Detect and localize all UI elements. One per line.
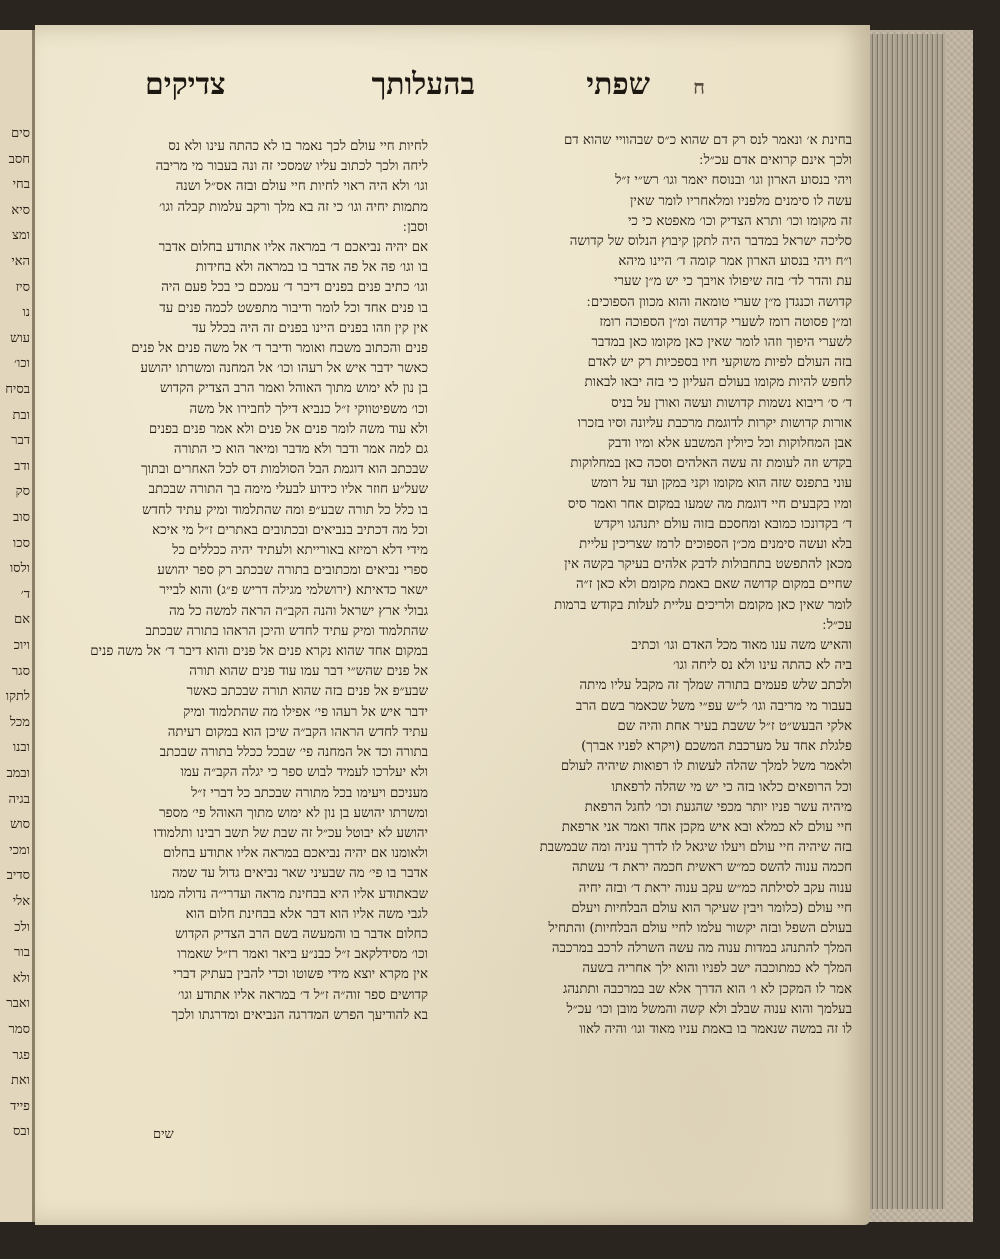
text-line: ולאומנו אם יהיה נביאכם במראה אליו אתודע בחלום <box>163 846 428 862</box>
text-line: שבאתודע אליו היא בבחינת מראה ועדרי״ה נדולה ממנו <box>150 886 428 902</box>
text-line: ולאמר משל למלך שהלה לעשות לו רפואות שיהיה לעולם <box>560 759 852 775</box>
left-page-fragment: סכו <box>12 535 30 551</box>
text-line: גם למה אמר ודבר ולא מדבר ומיאר הוא כי התורה <box>173 442 428 458</box>
left-page-fragment: ואת <box>10 1073 30 1089</box>
text-line: ולכתב שלש פעמים בתורה שמלך זה מקבל עליו מיתה <box>579 678 852 694</box>
text-line: ולכך אינם קרואים אדם עכ״ל ׃ <box>699 153 852 169</box>
text-line: לומר שאין כאן מקומם ולריכים עליית לעלות בקודש ברמות <box>554 597 852 613</box>
text-line: אין קין וזהו בפנים היינו בפנים זה היה בכלל עד <box>192 320 428 336</box>
text-line: לשערי היפוך וזהו לומר שאין כאן מקומו כאן במדבר <box>591 335 852 351</box>
text-line: בזה העולם לפיות משוקעי חיו בספכיות רק יש לאדם <box>587 355 852 371</box>
left-page-fragment: פגר <box>12 1047 30 1063</box>
text-line: אבן המחלוקות וכל כיולין המשבע אלא ומיו ודבק <box>607 436 852 452</box>
text-line: שבכתב הוא דוגמת הבל הסולמות דס לכל האחרים ובתוך <box>141 462 428 478</box>
text-line: ענוה עקב לסילתה כמ״ש עקב ענוה יראת ד׳ ובזה יחיה <box>578 880 852 896</box>
left-page-fragment: בחי <box>12 177 30 193</box>
text-line: לחיות חיי עולם לכך נאמר בו לא כהתה עינו ולא נס <box>168 139 428 154</box>
left-page-fragment: עוש <box>10 330 30 346</box>
left-page-fragment: לתקו <box>5 689 30 705</box>
left-page-fragment: בגיה <box>8 791 30 807</box>
left-page-fragment: וכו׳ <box>13 356 30 372</box>
text-line: שבע״פ אל פנים בזה שהוא תורה שבכתב כאשר <box>186 684 428 700</box>
text-line: המלך לא כמתוכבה ישב לפניו והוא ילך אחריה בשעה <box>582 961 852 977</box>
left-page-fragment: ד׳ <box>20 586 30 602</box>
text-line: ומשרתו יהושע בן נון לא ימוש מתוך האוהל פי׳ מספר <box>159 805 428 821</box>
header-middle: בהעלותך <box>371 67 475 102</box>
page-number: ח <box>693 75 705 99</box>
left-page-fragment: סדיב <box>6 868 30 884</box>
text-line: מיהיה עשר פניו יותר מכפי שהגעת וכו׳ לחגל הרפאת <box>584 799 852 815</box>
text-line: קדושים ספר זוה״ה ז״ל ד׳ במראה אליו אתודע וגו׳ <box>177 987 428 1003</box>
text-line: וגו׳ ולא היה ראוי לחיות חיי עולם ובזה אס״ל ושנה <box>175 179 428 195</box>
left-page-fragment: סוב <box>13 510 30 525</box>
text-line: מכאן להתפשט בתחבולות לדבק אלהים בעיקר בקשה אין <box>564 557 852 573</box>
text-line: אם יהיה נביאכם ד׳ במראה אליו אתודע בחלום אדבר <box>158 240 428 256</box>
text-line: ישאר כדאיתא (ירושלמי מגילה דריש פ״ג) והוא לבייר <box>159 583 428 599</box>
catchword: שים <box>153 1127 174 1142</box>
left-page-fragment: ובמב <box>6 766 30 781</box>
text-line: אל פנים שהש״י דבר עמו עוד פנים שהוא תורה <box>189 664 428 680</box>
text-line: וכו׳ מסידלקאב ז״ל כבנ״ע ביאר ואמר רז״ל שאמרו <box>177 947 428 963</box>
text-line: מידי דלא רמיזא באורייתא ולעתיד יהיה ככללים כל <box>172 543 428 559</box>
left-page-fragment: ובנו <box>12 740 30 756</box>
left-page-fragment: אלי <box>12 894 30 909</box>
text-line: יהושע לא יבוטל עכ״ל זה שבת של תשב רבינו ותלמודו <box>153 825 428 841</box>
book-page <box>35 25 870 1225</box>
text-line: ומיו בקבעים חיי דוגמת מה שמעו במקום אחר ואמר סיס <box>567 496 852 512</box>
left-page-fragment: סים <box>11 126 30 141</box>
left-page-fragment: ובת <box>12 407 30 423</box>
text-line: חיי עולם (כלומר ויבין שעיקר הוא עולם הבלחיות ויעלם <box>571 900 852 916</box>
text-line: בזה שיהיה חיי עולם ויעלו שיגאל לו לדרך עניה ומה שבמשבת <box>539 840 852 856</box>
left-page-fragment: דבר <box>11 433 30 449</box>
left-page-fragment: סוש <box>10 817 30 833</box>
text-line: אלקי הבעש״ט ז״ל ששבת בעיר אחת והיה שם <box>617 718 852 734</box>
left-page-fragment: ולכ <box>14 919 30 935</box>
text-line: ביה לא כהתה עינו ולא נס ליחה וגו׳ <box>673 658 852 674</box>
left-page-strip <box>0 30 35 1222</box>
left-page-fragment: סמר <box>8 1022 30 1037</box>
left-page-fragment: ובס <box>13 1124 30 1140</box>
text-line: קדושה וכנגדן מ״ן שערי טומאה והוא מכוון הספוכים ׃ <box>586 294 852 310</box>
text-line: בו פנים אחד וכל לומר ודיבור מתפשט לכמה פנים עד <box>159 300 428 316</box>
text-line: בלא ועשה סימנים מכ״ן הספוכים לרמז שצריכין עליית <box>579 537 852 553</box>
left-page-fragment: ויוכ <box>13 638 30 653</box>
text-line: ולא יעלרכו לעמיד לבוש ספר כי יגלה הקב״ה עמו <box>180 765 428 781</box>
text-line: סליכה ישראל במדבר היה לתקן קיבוץ הנלוס של קדושה <box>569 234 852 250</box>
text-line: וגו׳ כתיב פנים בפנים דיבר ד׳ עמכם כי בכל פעם היה <box>161 280 428 296</box>
text-line: בעלמך והוא ענוה שבלב ולא קשה והמשל מובן וכו׳ עכ״ל <box>566 1001 852 1017</box>
left-page-fragment: סיא <box>11 202 30 218</box>
text-line: ויהי בנסוע הארון וגו׳ ובנוסח יאמר וגו׳ רש״י ז״ל <box>615 173 852 189</box>
text-line: בעבור מי מריבה וגו׳ ל״ש עפ״י משל שכאמר בשם הרב <box>575 698 852 714</box>
text-line: וכל הרופאים כלאו בזה כי יש מי שהלה לרפאתו <box>611 779 852 795</box>
text-line: לחפש להיות מקומו בעולם העליון כי בזה יבאו לבאות <box>584 375 852 391</box>
text-line: וסבן ׃ <box>403 219 428 235</box>
text-line: בעולם השפל ובזה יקשור עלמו לחיי עולם הבלחיות) והתחיל <box>548 920 852 936</box>
left-page-fragment: האי <box>11 254 30 269</box>
left-page-fragment: נו <box>22 305 30 321</box>
text-line: עוני בתפנס שזה הוא מקומו וקני במקן ועד על רומש <box>590 476 852 492</box>
text-line: חיי עולם לא כמלא ובא איש מקכן אחד ואמר אני ארפאת <box>561 819 852 835</box>
text-line: בתורה וכד אל המחנה פי׳ שבכל ככלל בתורה שבכתב <box>159 745 428 761</box>
left-page-fragment: ומכי <box>9 842 30 858</box>
left-page-fragment: סק <box>15 484 30 500</box>
text-line: אין מקרא יוצא מידי פשוטו וכדי להבין בעתיק דברי <box>173 967 428 983</box>
text-line: לגבי משה אליו הוא דבר אלא בבחינת חלום הוא <box>185 906 428 922</box>
left-page-fragment: ומצ <box>12 228 30 244</box>
text-line: שחיים במקום קדושה שאם באמת מקומם ולא כאן ז״ה <box>576 577 852 593</box>
text-line: ידבר איש אל רעהו פי׳ אפילו מה שהתלמוד ומיק <box>183 704 428 720</box>
text-line: ומ״ן פסוטה רומז לשערי קדושה ומ״ן הספוכה רומז <box>599 314 852 330</box>
text-line: כחלום אדבר בו והמעשה בשם הרב הצדיק הקדוש <box>175 926 428 942</box>
text-line: בא להודיעך הפרש המדרגה הנביאים ומדרגתו ולכך <box>171 1007 428 1023</box>
text-line: שעל״ע חוזר אליו כידוע לבעלי מימה בך התורה שבכתב <box>148 482 428 498</box>
text-line: אורות קדושות יקרות לדוגמת מרכבת עליונה וסיו בזכרו <box>577 415 852 431</box>
header-right: שפתי <box>586 67 650 102</box>
left-page-fragment: סגר <box>11 663 30 679</box>
text-line: בו וגו׳ פה אל פה אדבר בו במראה ולא בחידות <box>195 260 428 276</box>
text-line: ולא עוד משה לומר פנים אל פנים ולא אמר פנים בפנים <box>148 421 428 437</box>
left-page-fragment: ואבר <box>6 996 30 1012</box>
text-line: ספרי נביאים ומכתובים בתורה שבכתב רק ספר יהושע <box>157 563 428 579</box>
left-column <box>35 137 428 1122</box>
left-page-fragment: ולא <box>12 970 30 986</box>
running-head <box>145 67 705 117</box>
text-line: ד׳ בקדונכו כמובא ומחסכם בזוה עולם יתנהגו ויקדש <box>593 516 852 532</box>
text-line: עת והדר לד׳ בזה שיפולו אויבך כי יש מ״ן שערי <box>614 274 852 290</box>
text-line: במקום אחד שהוא נקרא פנים אל פנים והוא דיבר ד׳ אל משה פנים <box>90 644 428 660</box>
text-line: וכו׳ משפיטווקי ז״ל כנביא דילך לחבירו אל משה <box>189 401 428 417</box>
right-column <box>447 131 852 1116</box>
text-line: מעניכם ויעימו בכל מתורה שבכתב כל דברי ז״ל <box>191 785 428 801</box>
text-line: חכמה ענוה להשס כמ״ש ראשית חכמה יראת ד׳ עשתה <box>572 860 852 876</box>
text-line: בקדש וזה לעומת זה עשה האלהים וסכה כאן במחלוקות <box>570 456 852 472</box>
text-line: זה מקומו וכו׳ ותרא הצדיק וכו׳ מאפטא כי כי <box>627 213 852 229</box>
text-line: ו״ח ויהי בנסוע הארון אמר קומה ד׳ היינו מיהא <box>618 254 852 270</box>
text-line: גבולי ארץ ישראל והנה הקב״ה הראה למשה כל מה <box>169 603 428 619</box>
text-line: אדבר בו פי׳ מה שבעיני שאר נביאים גדול עד שמה <box>171 866 428 882</box>
text-line: פלגלת אחד על מערכבת המשכם (ויקרא לפניו אברך) <box>581 739 852 755</box>
text-line: מתמות יחיה וגו׳ כי זה בא מלך ורקב עלמות קבלה וגו׳ <box>158 199 428 215</box>
text-line: לו זה במשה שנאמר בו באמת עניו מאוד וגו׳ והיה לאוו <box>579 1021 852 1037</box>
left-page-fragment: מכל <box>9 714 30 730</box>
page-edges <box>860 34 945 1209</box>
text-line: והאיש משה ענו מאוד מכל האדם וגו׳ וכתיב <box>631 638 852 654</box>
left-page-fragment: בור <box>14 945 30 961</box>
text-line: שהתלמוד ומיק עתיד לחדש והיכן הראהו בתורה שבכתב <box>145 623 428 639</box>
left-page-fragment: ודב <box>14 458 30 474</box>
left-page-fragment: פייד <box>10 1098 30 1114</box>
left-page-fragment: סיז <box>15 279 30 295</box>
text-line: פנים והכתוב משבח ואומר ודיבר ד׳ אל משה פנים אל פנים <box>131 341 428 357</box>
left-page-fragment: בסיח <box>5 382 30 397</box>
text-line: עתיד לחדש הראהו הקב״ה שיכן הוא במקום רעיתה <box>167 724 428 740</box>
left-page-fragment: ולסו <box>9 561 30 577</box>
text-line: אמר לו המקכן לא ו׳ הוא הדרך אלא שב במרכבה ותתנהג <box>563 981 852 997</box>
text-line: וכל מה דכתיב בנביאים ובכתובים באתרים ז״ל מי איכא <box>152 522 428 538</box>
text-line: בחינת א׳ ונאמר לנס רק דם שהוא כ״ס שבהוויי שהוא דם <box>563 133 852 148</box>
text-line: ליחה ולכך לכתוב עליו שמסכי זה ונה בעבור מי מריבה <box>155 159 428 175</box>
text-line: בו כלל כל תורה שבע״פ ומה שהתלמוד ומיק עתיד לחדש <box>142 502 428 518</box>
text-line: עכ״ל ׃ <box>822 617 852 633</box>
left-page-fragment: חסב <box>8 151 30 167</box>
left-page-fragment: אם <box>14 612 30 628</box>
text-line: המלך להתנהג במדות ענוה מה עשה השרלה לרכב במרכבה <box>551 941 852 957</box>
header-left: צדיקים <box>145 67 226 102</box>
text-line: כאשר ידבר איש אל רעהו וכו׳ אל המחנה ומשרתו יהושע <box>140 361 428 377</box>
text-line: עשה לו סימנים מלפניו ומלאחריו לומר שאין <box>630 193 852 209</box>
text-line: בן נון לא ימוש מתוך האוהל ואמר הרב הצדיק הקדוש <box>159 381 428 397</box>
text-line: ד׳ ס׳ ריבוא נשמות קדושות ועשה ואורן על בניס <box>611 395 852 411</box>
